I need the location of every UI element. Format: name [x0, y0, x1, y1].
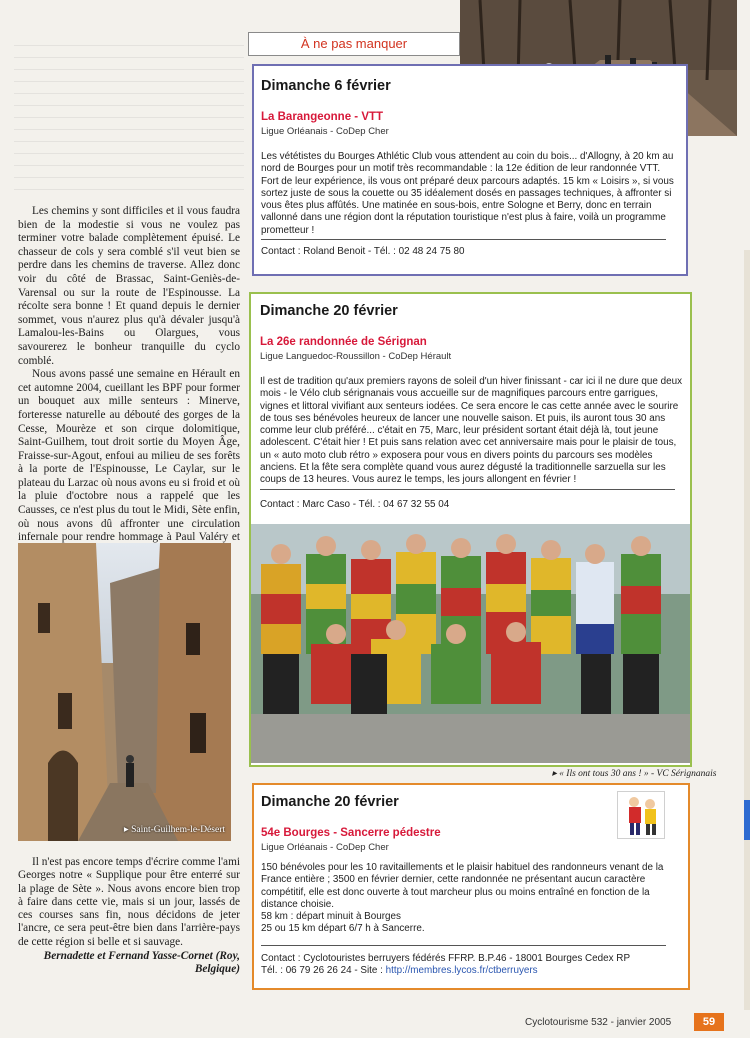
event-card-bourges-sancerre: [252, 783, 690, 990]
village-street-photo: [18, 543, 231, 841]
event-description: [261, 862, 681, 936]
event-date: Dimanche 6 février: [261, 78, 391, 94]
event-date: Dimanche 20 février: [260, 303, 398, 319]
author-signature: Bernadette et Fernand Yasse-Cornet (Roy, Belgique): [43, 950, 240, 976]
mascot-illustration: [617, 791, 665, 839]
event-ligue: Ligue Orléanais - CoDep Cher: [261, 126, 389, 137]
event-contact: [261, 953, 681, 978]
next-page-edge: [744, 250, 750, 1010]
page-number: 59: [694, 1013, 724, 1031]
divider: [261, 239, 666, 240]
closing-paragraph: Il n'est pas encore temps d'écrire comme l'ami Georges notre « Supplique pour être enterré sur la plage de Sète ». Nous avons encore bien trop à faire dans cette vie, mais si un jour, lassés de ces courses sans fin, nous décidons de jeter l'ancre, ce sera peut-être bien dans l'arrière-pays de cette région si belle et si sauvage.: [18, 856, 240, 948]
article-conclusion: [18, 856, 240, 977]
article-body: [18, 205, 240, 558]
photo-caption: ▸ Saint-Guilhem-le-Désert: [123, 825, 225, 835]
divider: [260, 489, 675, 490]
event-ligue: Ligue Languedoc-Roussillon - CoDep Hérault: [260, 351, 452, 362]
description-line: 150 bénévoles pour les 10 ravitaillements et le plaisir habituel des randonneurs venant de la France entière ; 3500 en février dernier, cette randonnée ne présentant aucun caractère compétitif, elle est donc ouverte à tout marcheur plus ou moins entraîné en fonction de la distance choisie.: [261, 862, 664, 910]
faded-background-table: [14, 40, 244, 190]
description-line: 58 km : départ minuit à Bourges: [261, 911, 401, 923]
divider: [261, 945, 666, 946]
cyclists-group-photo: [251, 524, 690, 763]
event-name: La Barangeonne - VTT: [261, 111, 384, 123]
publication-footer: Cyclotourisme 532 - janvier 2005: [525, 1017, 672, 1028]
event-description: Les vététistes du Bourges Athlétic Club vous attendent au coin du bois... d'Allogny, à 20 km au nord de Bourges pour un motif très recommandable : la 12e édition de leur randonnée VTT. Fort de leur expérience, ils vous ont préparé deux parcours adaptés. 15 km « Loisirs », si vous sortez juste de sous la couette ou 35 idéalement dosés en passages techniques, à affronter si vous êtes plus affûtés. Une matinée en sous-bois, entre Sologne et Berry, donc en terrain vallonné dans une région dont la réputation touristique n'est plus à faire, voilà un programme prometteur !: [261, 151, 674, 236]
event-name: La 26e randonnée de Sérignan: [260, 336, 427, 348]
website-link[interactable]: http://membres.lycos.fr/ctberruyers: [385, 965, 538, 977]
description-line: 25 ou 15 km départ 6/7 h à Sancerre.: [261, 923, 425, 935]
event-date: Dimanche 20 février: [261, 794, 399, 810]
event-ligue: Ligue Orléanais - CoDep Cher: [261, 842, 389, 853]
section-header: À ne pas manquer: [248, 32, 460, 56]
event-description: Il est de tradition qu'aux premiers rayons de soleil d'un hiver finissant - car ici il ne dure que deux mois - le Vélo club sérignanais vous accueille sur de magnifiques parcours entre garrigues, vignes et littoral vivifiant aux senteurs iodées. Ce sera encore le cas cette année avec le sourire de tous ses bénévoles heureux de lancer une nouvelle saison. Et puis, ils auront tous 30 ans comme leur club préféré... c'était en 75, Marc, leur président sortant était déjà là, tout jeune adolescent. C'était hier ! Et puis sans relation avec cet anniversaire mais pour le plaisir de tous, un « auto moto club rétro » exposera pour vous en divers points du parcours ses modèles anciens. Et la fête sera complète quand vous aurez dégusté la traditionnelle sarzuella sur les coups de 13 heures. Vous aurez le temps, les jours allongent en février !: [260, 376, 683, 486]
contact-line: Contact : Cyclotouristes berruyers fédérés FFRP. B.P.46 - 18001 Bourges Cedex RP: [261, 953, 631, 964]
event-contact: Contact : Marc Caso - Tél. : 04 67 32 55 04: [260, 499, 450, 510]
event-name: 54e Bourges - Sancerre pédestre: [261, 827, 441, 839]
paragraph-1: Les chemins y sont difficiles et il vous faudra bien de la modestie si vous ne voulez pas terminer votre balade complètement épuisé. Le chasseur de cols y sera comblé s'il veut bien se perdre dans les chemins de traverse. Allez donc voir du côté de Brassac, Saint-Geniès-de-Varensal ou sur la route de l'Espinousse. La récolte sera bonne ! Et quand depuis le dernier sommet, vous n'aurez plus qu'à dévaler jusqu'à Lamalou-les-Bains ou Olargues, vous savourerez le bonheur tranquille du cyclo comblé.: [18, 205, 240, 367]
group-photo-caption: ▸ « Ils ont tous 30 ans ! » - VC Sérignanais: [552, 769, 717, 779]
event-card-barangeonne: [252, 64, 688, 276]
paragraph-2: Nous avons passé une semaine en Hérault en cet automne 2004, cueillant les BPF pour former un bouquet aux mille senteurs : Minerve, forteresse naturelle au débouté des gorges de la Cesse, Mourèze et son cirque dolomitique, Saint-Guilhem, tout droit sortie du Moyen Âge, Fraisse-sur-Agout, enfoui au milieu de ses forêts à la porte de l'Espinousse, Le Caylar, sur le plateau du Larzac où nous avons eu si froid et où la pluie d'octobre nous a rappelé que les Causses, ce n'est plus du tout le Midi, Sète enfin, où nous avons dû affronter une circulation infernale pour rendre hommage à Paul Valéry et: [18, 368, 240, 544]
edge-color-mark: [744, 800, 750, 840]
event-contact: Contact : Roland Benoit - Tél. : 02 48 24 75 80: [261, 246, 465, 257]
contact-phone-line: Tél. : 06 79 26 26 24 - Site : http://membres.lycos.fr/ctberruyers: [261, 965, 538, 977]
